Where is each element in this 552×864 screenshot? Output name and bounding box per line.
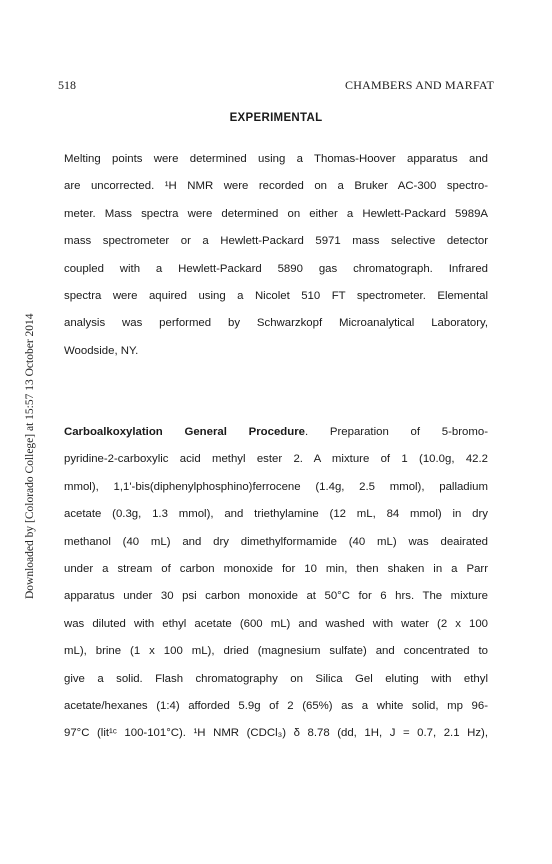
text-line: methanol (40 mL) and dry dimethylformamide (40 mL) was deairated <box>64 535 488 548</box>
text-line: spectra were aquired using a Nicolet 510 FT spectrometer. Elemental <box>64 290 488 303</box>
text-line: are uncorrected. ¹H NMR were recorded on a Bruker AC-300 spectro- <box>64 180 488 193</box>
running-head: CHAMBERS AND MARFAT <box>345 78 494 92</box>
text-line: analysis was performed by Schwarzkopf Microanalytical Laboratory, <box>64 317 488 330</box>
text-line: acetate (0.3g, 1.3 mmol), and triethylamine (12 mL, 84 mmol) in dry <box>64 508 488 521</box>
text-line <box>64 419 488 446</box>
text-line: mmol), 1,1'-bis(diphenylphosphino)ferrocene (1.4g, 2.5 mmol), palladium <box>64 480 488 493</box>
text-line: apparatus under 30 psi carbon monoxide at 50°C for 6 hrs. The mixture <box>64 590 488 603</box>
paragraph-experimental <box>64 146 488 365</box>
page-header <box>58 78 494 94</box>
text-line: mL), brine (1 x 100 mL), dried (magnesium sulfate) and concentrated to <box>64 645 488 658</box>
text-line: meter. Mass spectra were determined on either a Hewlett-Packard 5989A <box>64 207 488 220</box>
text-line-rest: . Preparation of 5-bromo- <box>305 426 488 438</box>
page-number: 518 <box>58 78 76 92</box>
text-line: give a solid. Flash chromatography on Silica Gel eluting with ethyl <box>64 672 488 685</box>
text-line: 97°C (lit¹ᶜ 100-101°C). ¹H NMR (CDCl₃) δ 8.78 (dd, 1H, J = 0.7, 2.1 Hz), <box>64 727 488 740</box>
text-line: Melting points were determined using a Thomas-Hoover apparatus and <box>64 153 488 165</box>
text-line: under a stream of carbon monoxide for 10 min, then shaken in a Parr <box>64 563 488 576</box>
text-line: acetate/hexanes (1:4) afforded 5.9g of 2 (65%) as a white solid, mp 96- <box>64 700 488 713</box>
paragraph-procedure <box>64 419 488 748</box>
text-line: pyridine-2-carboxylic acid methyl ester 2. A mixture of 1 (10.0g, 42.2 <box>64 453 488 466</box>
section-title: EXPERIMENTAL <box>229 112 323 124</box>
download-watermark: Downloaded by [Colorado College] at 15:57 13 October 2014 <box>24 313 36 599</box>
procedure-heading: Carboalkoxylation General Procedure <box>64 426 305 438</box>
text-line: coupled with a Hewlett-Packard 5890 gas chromatograph. Infrared <box>64 262 488 275</box>
text-line: Woodside, NY. <box>64 344 139 357</box>
text-line: mass spectrometer or a Hewlett-Packard 5971 mass selective detector <box>64 235 488 248</box>
text-line: was diluted with ethyl acetate (600 mL) and washed with water (2 x 100 <box>64 617 488 630</box>
